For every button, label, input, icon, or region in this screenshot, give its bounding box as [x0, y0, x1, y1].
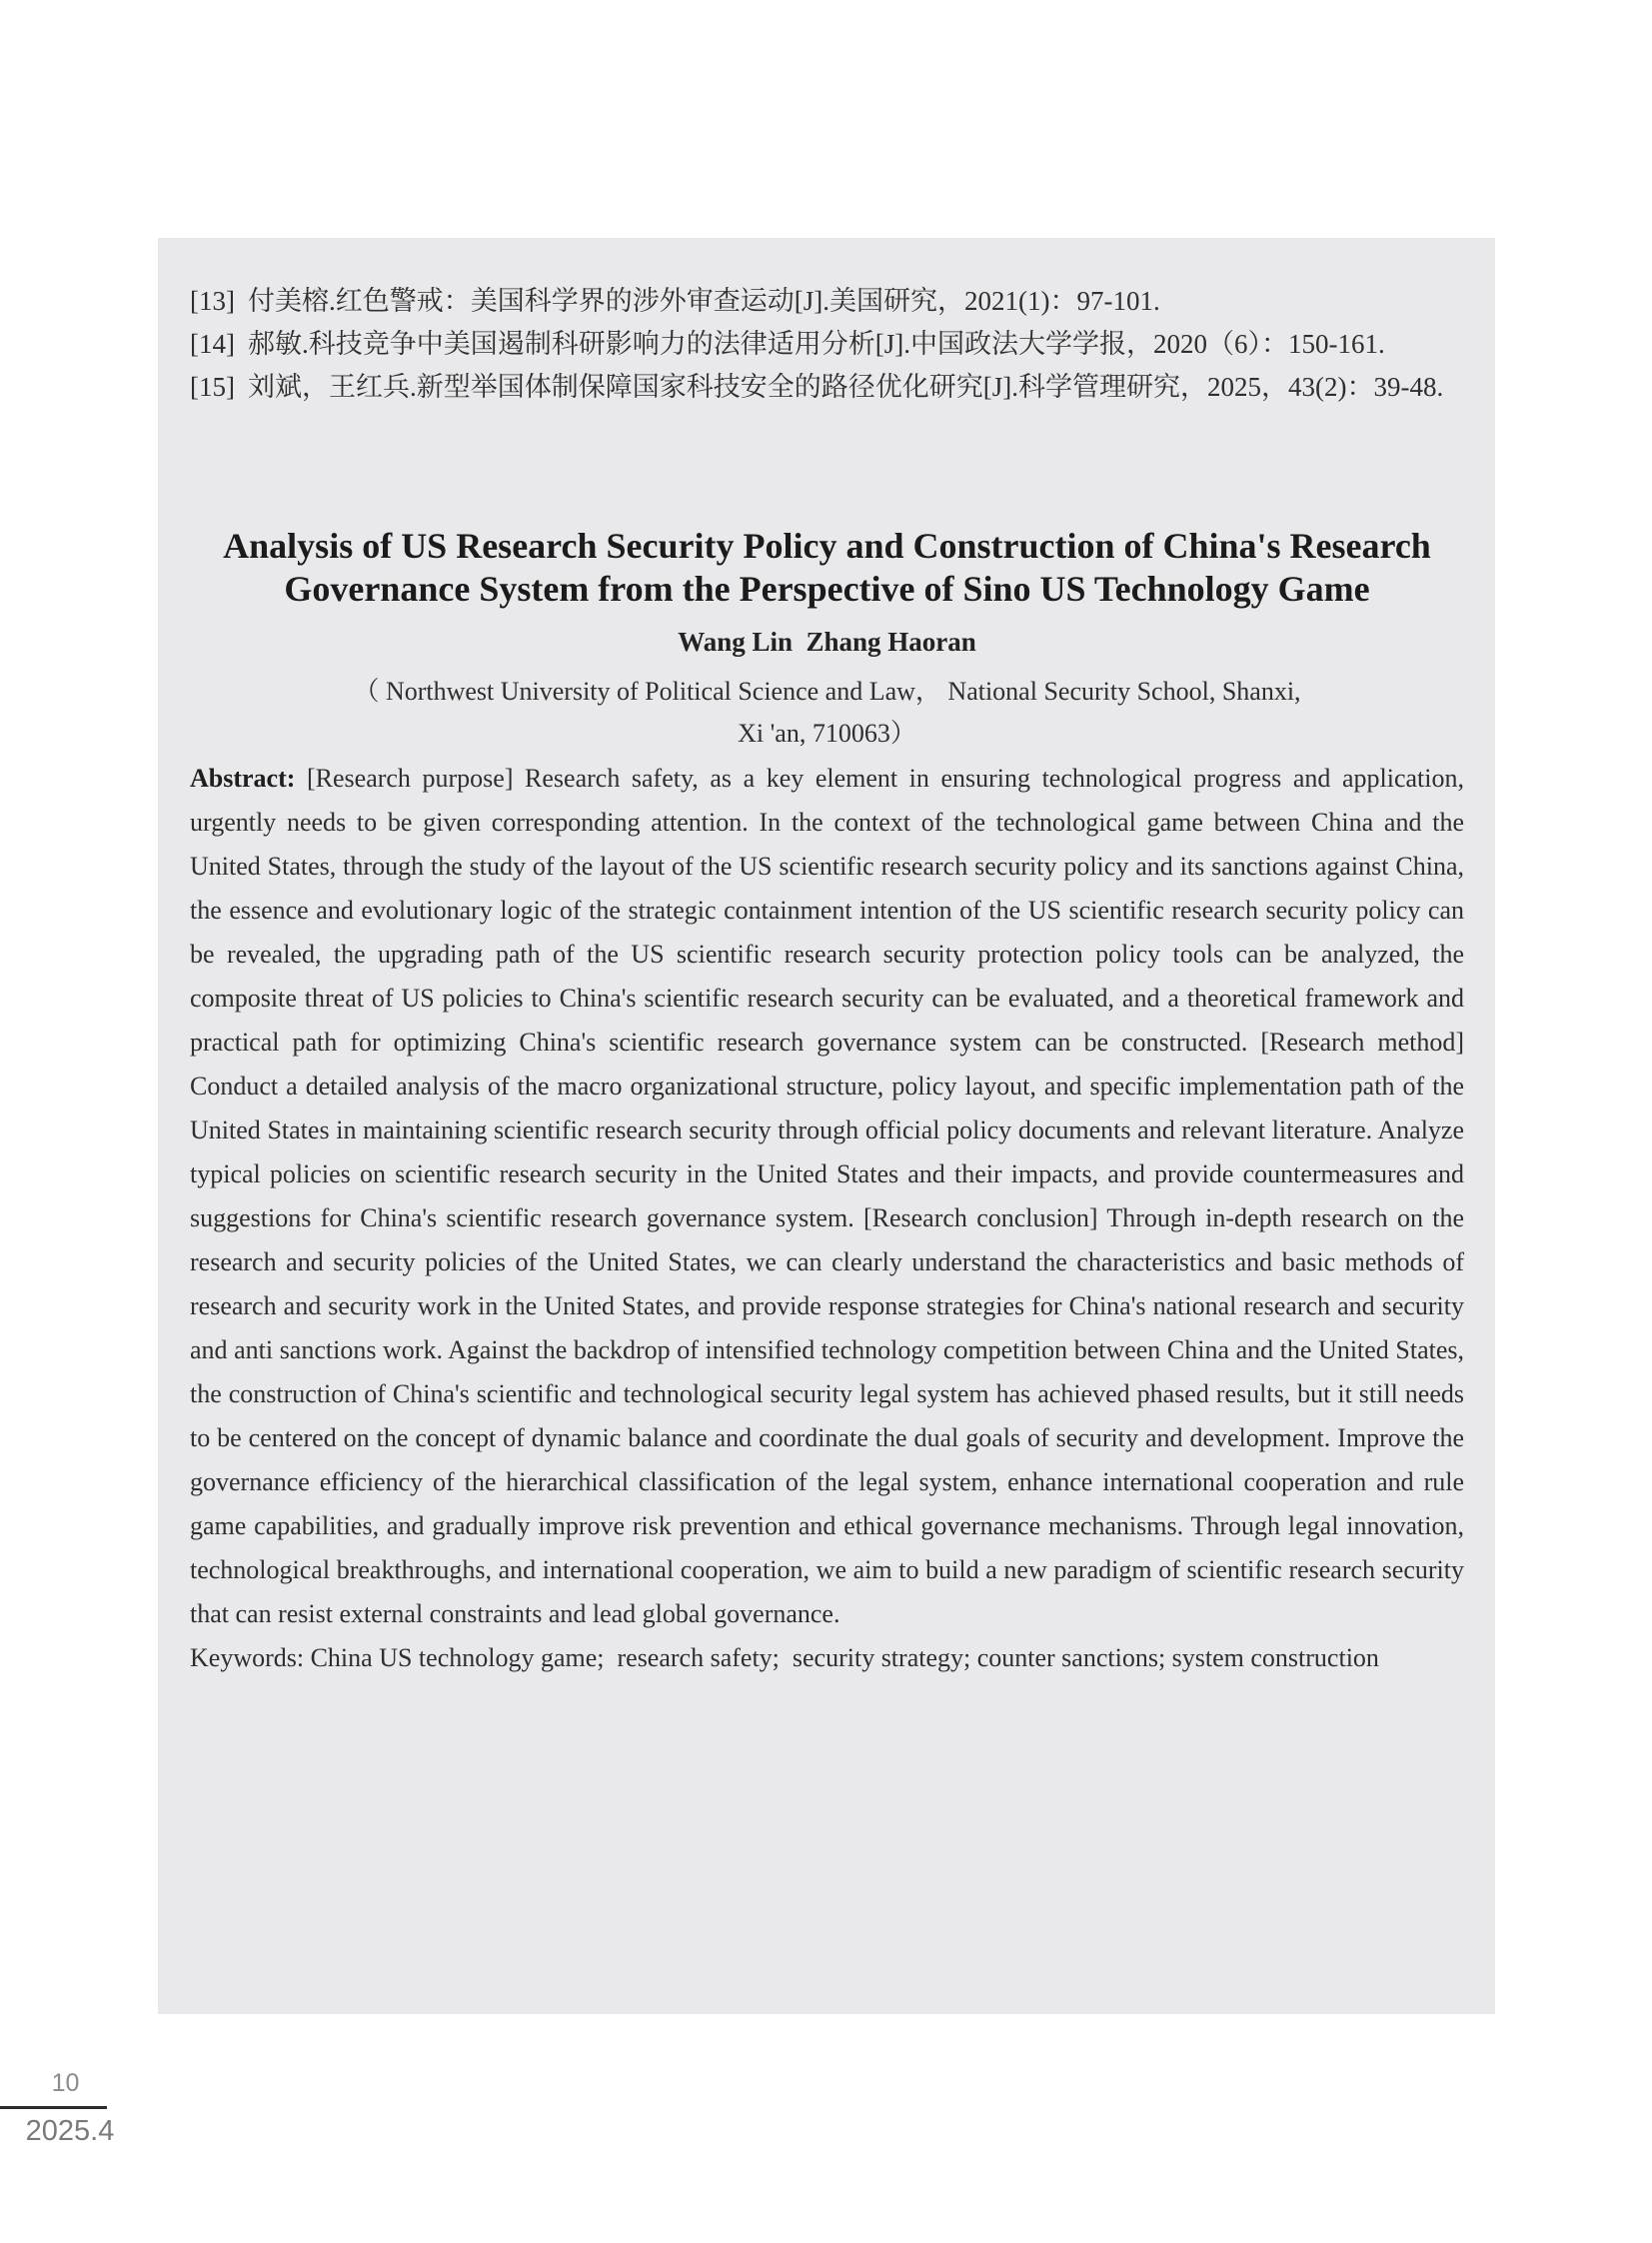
article-title	[190, 525, 1464, 611]
article-authors: Wang Lin Zhang Haoran	[678, 627, 976, 657]
footer-issue-label: 2025.4	[25, 2115, 115, 2147]
reference-item	[190, 323, 1464, 366]
abstract-text: [Research purpose] Research safety, as a key element in ensuring technological progress and application, urgently needs to be given corresponding attention. In the context of the technological game between China and the United States, through the study of the layout of the US scientific research security policy and its sanctions against China, the essence and evolutionary logic of the strategic containment intention of the US scientific research security policy can be revealed, the upgrading path of the US scientific research security protection policy tools can be analyzed, the composite threat of US policies to China's scientific research security can be evaluated, and a theoretical framework and practical path for optimizing China's scientific research governance system can be constructed. [Research method] Conduct a detailed analysis of the macro organizational structure, policy layout, and specific implementation path of the United States in maintaining scientific research security through official policy documents and relevant literature. Analyze typical policies on scientific research security in the United States and their impacts, and provide countermeasures and suggestions for China's scientific research governance system. [Research conclusion] Through in-depth research on the research and security policies of the United States, we can clearly understand the characteristics and basic methods of research and security work in the United States, and provide response strategies for China's national research and security and anti sanctions work. Against the backdrop of intensified technology competition between China and the United States, the construction of China's scientific and technological security legal system has achieved phased results, but it still needs to be centered on the concept of dynamic balance and coordinate the dual goals of security and development. Improve the governance efficiency of the hierarchical classification of the legal system, enhance international cooperation and rule game capabilities, and gradually improve risk prevention and ethical governance mechanisms. Through legal innovation, technological breakthroughs, and international cooperation, we aim to build a new paradigm of scientific research security that can resist external constraints and lead global governance.	[190, 764, 1464, 1628]
reference-text: 郝敏.科技竞争中美国遏制科研影响力的法律适用分析[J].中国政法大学学报，2020（6）：150-161.	[247, 329, 1385, 359]
article-title-line1: Analysis of US Research Security Policy and Construction of China's Research	[223, 526, 1431, 566]
abstract-label: Abstract:	[190, 764, 296, 793]
affiliation-line1: （ Northwest University of Political Science and Law， National Security School, Shanxi,	[353, 677, 1301, 706]
reference-number: [14]	[190, 329, 235, 359]
footer-divider	[0, 2106, 107, 2109]
keywords-paragraph: Keywords: China US technology game; research safety; security strategy; counter sanctions; system construction	[190, 1643, 1379, 1672]
reference-number: [13]	[190, 286, 235, 316]
article-title-line2: Governance System from the Perspective of Sino US Technology Game	[284, 569, 1370, 609]
footer-page-number: 10	[51, 2069, 80, 2097]
affiliation-line2: Xi 'an, 710063）	[738, 719, 916, 748]
content-panel	[158, 238, 1495, 2014]
article-affiliation	[190, 671, 1464, 755]
reference-text: 刘斌，王红兵.新型举国体制保障国家科技安全的路径优化研究[J].科学管理研究，2025，43(2)：39-48.	[247, 372, 1444, 402]
abstract-paragraph	[190, 757, 1464, 1636]
reference-text: 付美榕.红色警戒：美国科学界的涉外审查运动[J].美国研究，2021(1)：97-101.	[247, 286, 1160, 316]
reference-item	[190, 366, 1464, 409]
content-panel-inner	[158, 238, 1495, 1680]
reference-list	[190, 280, 1464, 409]
reference-number: [15]	[190, 372, 235, 402]
reference-item	[190, 280, 1464, 323]
